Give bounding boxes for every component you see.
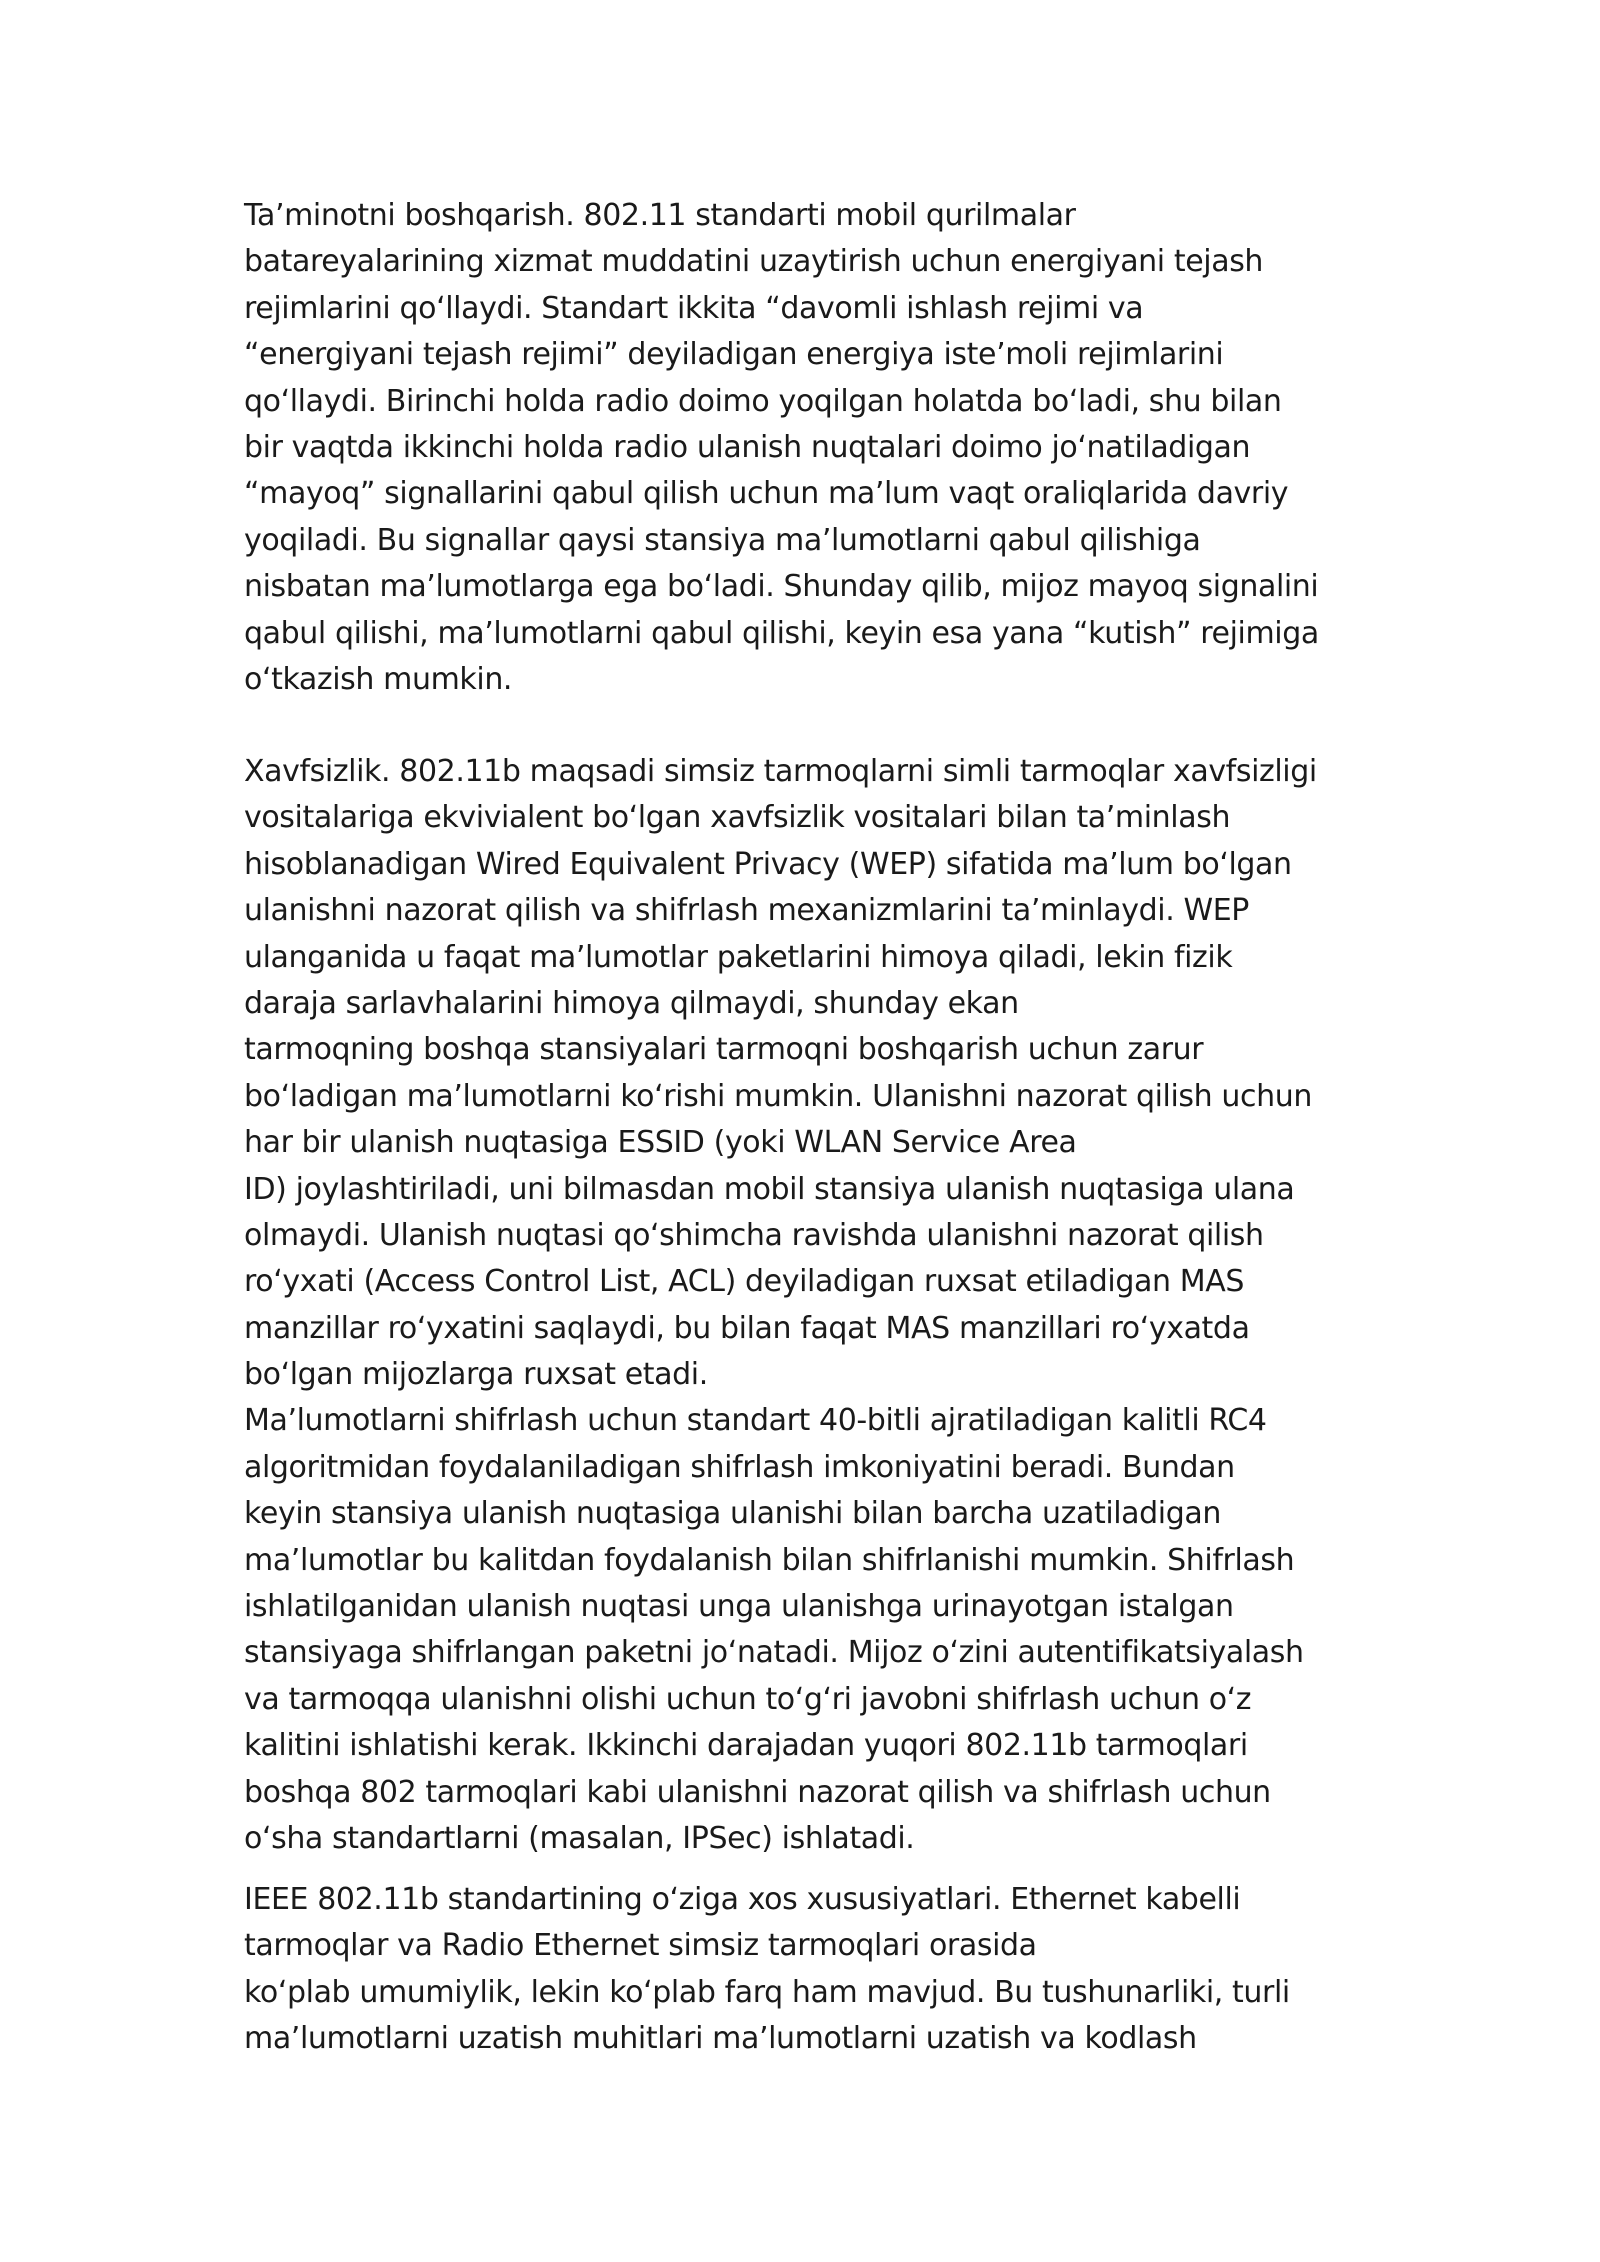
text-line: keyin stansiya ulanish nuqtasiga ulanishi bilan barcha uzatiladigan [244, 1496, 1221, 1532]
text-line: ulanganida u faqat ma’lumotlar paketlarini himoya qiladi, lekin fizik [244, 939, 1233, 975]
text-line: kalitini ishlatishi kerak. Ikkinchi darajadan yuqori 802.11b tarmoqlari [244, 1728, 1248, 1764]
text-line: “energiyani tejash rejimi” deyiladigan energiya iste’moli rejimlarini [244, 337, 1224, 373]
text-line: ishlatilganidan ulanish nuqtasi unga ulanishga urinayotgan istalgan [244, 1589, 1234, 1625]
text-line: bo‘lgan mijozlarga ruxsat etadi. [244, 1357, 708, 1393]
text-line: o‘sha standartlarni (masalan, IPSec) ishlatadi. [244, 1820, 915, 1856]
text-line: qo‘llaydi. Birinchi holda radio doimo yoqilgan holatda bo‘ladi, shu bilan [244, 383, 1282, 419]
text-line: daraja sarlavhalarini himoya qilmaydi, shunday ekan [244, 985, 1019, 1021]
text-line: rejimlarini qo‘llaydi. Standart ikkita “davomli ishlash rejimi va [244, 290, 1144, 326]
text-line: algoritmidan foydalaniladigan shifrlash imkoniyatini beradi. Bundan [244, 1449, 1235, 1485]
text-line: va tarmoqqa ulanishni olishi uchun to‘g‘ri javobni shifrlash uchun o‘z [244, 1681, 1252, 1717]
text-line: “mayoq” signallarini qabul qilish uchun ma’lum vaqt oraliqlarida davriy [244, 476, 1289, 512]
text-line: hisoblanadigan Wired Equivalent Privacy (WEP) sifatida ma’lum bo‘lgan [244, 846, 1292, 882]
text-line: ko‘plab umumiylik, lekin ko‘plab farq ham mavjud. Bu tushunarliki, turli [244, 1974, 1290, 2010]
text-line: IEEE 802.11b standartining o‘ziga xos xususiyatlari. Ethernet kabelli [244, 1882, 1241, 1917]
text-line: bo‘ladigan ma’lumotlarni ko‘rishi mumkin. Ulanishni nazorat qilish uchun [244, 1078, 1312, 1114]
text-line: ma’lumotlarni uzatish muhitlari ma’lumotlarni uzatish va kodlash [244, 2021, 1197, 2057]
text-line: boshqa 802 tarmoqlari kabi ulanishni nazorat qilish va shifrlash uchun [244, 1774, 1271, 1810]
text-line: Ta’minotni boshqarish. 802.11 standarti mobil qurilmalar [244, 198, 1076, 233]
text-line: Xavfsizlik. 802.11b maqsadi simsiz tarmoqlarni simli tarmoqlar xavfsizligi [244, 754, 1317, 789]
text-line: ma’lumotlar bu kalitdan foydalanish bilan shifrlanishi mumkin. Shifrlash [244, 1542, 1295, 1578]
paragraph-security [244, 749, 1384, 1862]
text-line: manzillar ro‘yxatini saqlaydi, bu bilan faqat MAS manzillari ro‘yxatda [244, 1310, 1250, 1346]
paragraph-power-management [244, 193, 1384, 703]
text-line: ID) joylashtiriladi, uni bilmasdan mobil stansiya ulanish nuqtasiga ulana [244, 1171, 1295, 1207]
text-line: qabul qilishi, ma’lumotlarni qabul qilishi, keyin esa yana “kutish” rejimiga [244, 615, 1319, 651]
text-line: tarmoqlar va Radio Ethernet simsiz tarmoqlari orasida [244, 1928, 1037, 1964]
text-line: vositalariga ekvivialent bo‘lgan xavfsizlik vositalari bilan ta’minlash [244, 800, 1231, 836]
text-line: tarmoqning boshqa stansiyalari tarmoqni boshqarish uchun zarur [244, 1032, 1204, 1068]
paragraph-ieee-features [244, 1877, 1384, 2063]
text-line: bir vaqtda ikkinchi holda radio ulanish nuqtalari doimo jo‘natiladigan [244, 429, 1251, 465]
text-line: nisbatan ma’lumotlarga ega bo‘ladi. Shunday qilib, mijoz mayoq signalini [244, 569, 1319, 605]
text-line: Ma’lumotlarni shifrlash uchun standart 40-bitli ajratiladigan kalitli RC4 [244, 1403, 1267, 1439]
text-line: ulanishni nazorat qilish va shifrlash mexanizmlarini ta’minlaydi. WEP [244, 893, 1249, 929]
text-line: stansiyaga shifrlangan paketni jo‘natadi. Mijoz o‘zini autentifikatsiyalash [244, 1635, 1304, 1671]
text-line: o‘tkazish mumkin. [244, 661, 513, 697]
text-line: ro‘yxati (Access Control List, ACL) deyiladigan ruxsat etiladigan MAS [244, 1264, 1244, 1300]
text-line: batareyalarining xizmat muddatini uzaytirish uchun energiyani tejash [244, 244, 1264, 280]
text-line: yoqiladi. Bu signallar qaysi stansiya ma’lumotlarni qabul qilishiga [244, 522, 1201, 558]
text-line: har bir ulanish nuqtasiga ESSID (yoki WLAN Service Area [244, 1125, 1077, 1161]
text-line: olmaydi. Ulanish nuqtasi qo‘shimcha ravishda ulanishni nazorat qilish [244, 1217, 1264, 1253]
